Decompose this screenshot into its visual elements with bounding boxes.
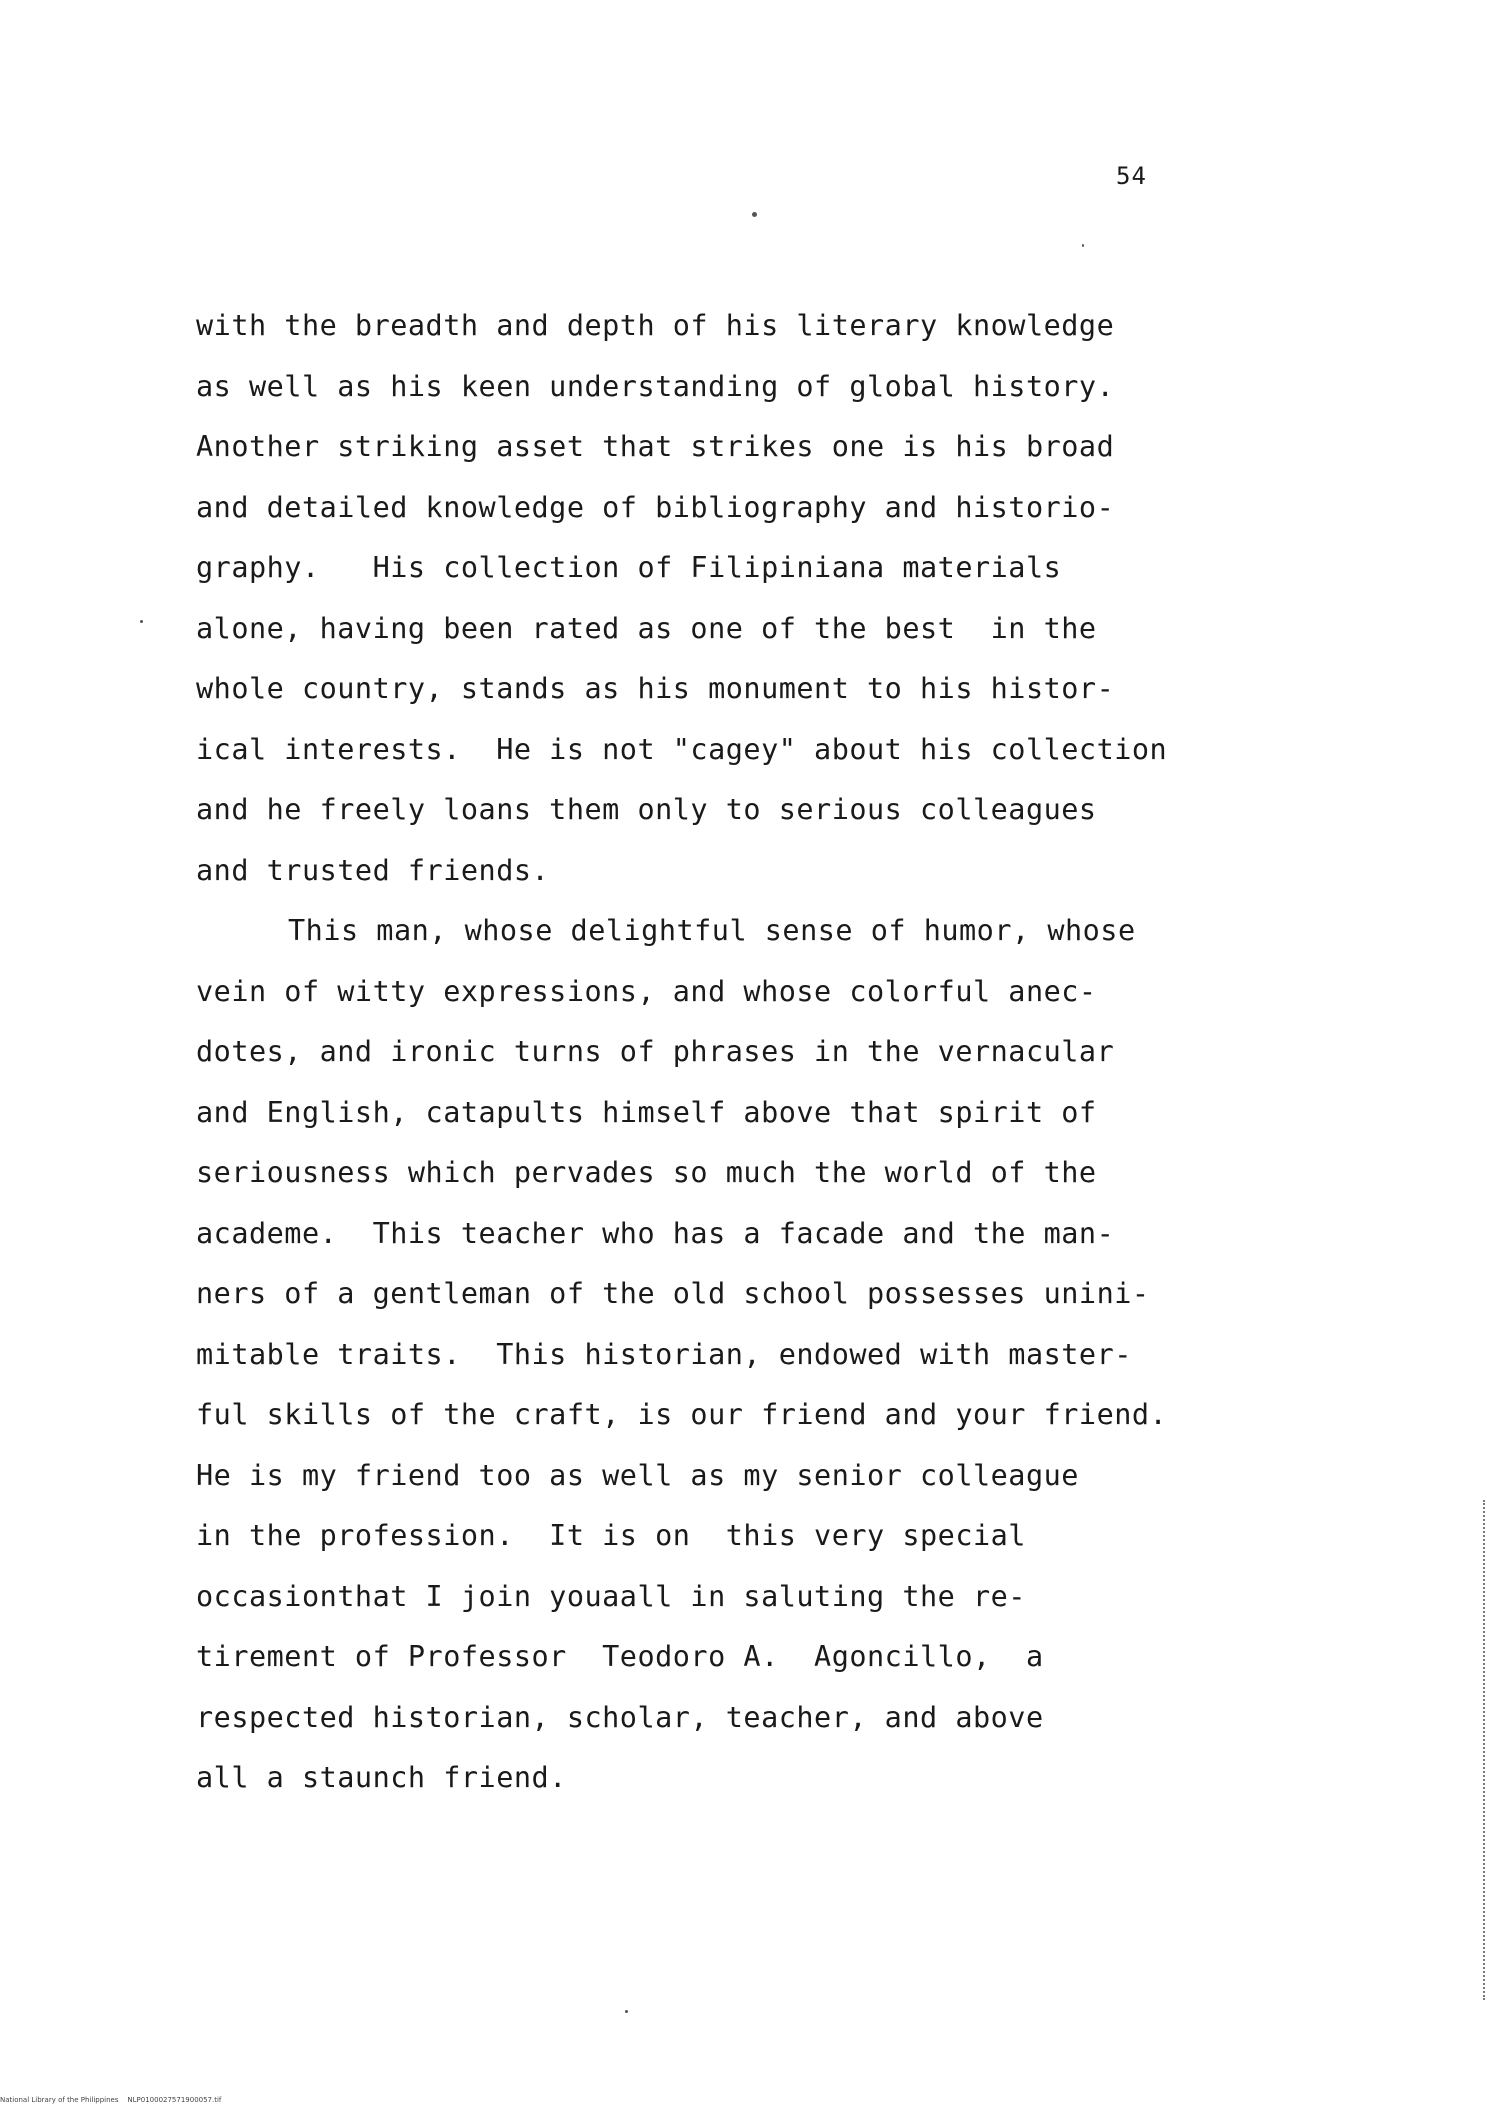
paragraph-2-line-2: vein of witty expressions, and whose colorful anec- [196,974,1097,1008]
paragraph-2-line-14: respected historian, scholar, teacher, and above [196,1700,1044,1734]
paragraph-2-line-11: in the profession. It is on this very special [196,1519,1026,1552]
paragraph-1-line-3: Another striking asset that strikes one is his broad [196,430,1115,463]
paragraph-2-line-6: academe. This teacher who has a facade and the man- [196,1216,1115,1250]
scan-speck [1082,244,1084,247]
archive-footer: National Library of the Philippines NLP0100027571900057.tif [0,2096,222,2104]
paragraph-1-line-2: as well as his keen understanding of global history. [196,369,1115,403]
paragraph-1-line-9: and he freely loans them only to serious colleagues [196,793,1097,826]
paragraph-1-line-8: ical interests. He is not "cagey" about his collection [196,732,1168,766]
paragraph-2-line-9: ful skills of the craft, is our friend and your friend. [196,1398,1168,1431]
page-number: 54 [1116,162,1147,190]
paragraph-2-line-4: and English, catapults himself above that spirit of [196,1095,1097,1129]
body-text [196,296,1316,1809]
scan-speck [752,212,757,217]
paragraph-1-line-6: alone, having been rated as one of the best in the [196,611,1097,645]
paragraph-1-line-10: and trusted friends. [196,853,550,887]
scan-edge-marks [1479,1500,1485,2000]
scan-speck [625,2010,628,2013]
paragraph-2-line-7: ners of a gentleman of the old school possesses unini- [196,1277,1150,1310]
paragraph-2-line-10: He is my friend too as well as my senior colleague [196,1458,1079,1492]
paragraph-2-line-15: all a staunch friend. [196,1761,567,1794]
paragraph-1-line-7: whole country, stands as his monument to his histor- [196,672,1115,705]
paragraph-2-line-8: mitable traits. This historian, endowed with master- [196,1337,1132,1371]
paragraph-1-line-5: graphy. His collection of Filipiniana materials [196,551,1062,584]
paragraph-2-line-13: tirement of Professor Teodoro A. Agoncillo, a [196,1640,1044,1673]
paragraph-2-line-12: occasionthat I join youaall in saluting the re- [196,1579,1026,1613]
paragraph-2-line-3: dotes, and ironic turns of phrases in the vernacular [196,1035,1115,1068]
paragraph-2-line-1: This man, whose delightful sense of humor, whose [288,914,1136,947]
paragraph-2-line-5: seriousness which pervades so much the world of the [196,1156,1097,1189]
scan-speck [140,620,143,623]
paragraph-1-line-4: and detailed knowledge of bibliography and historio- [196,490,1115,524]
paragraph-1-line-1: with the breadth and depth of his literary knowledge [196,309,1115,342]
